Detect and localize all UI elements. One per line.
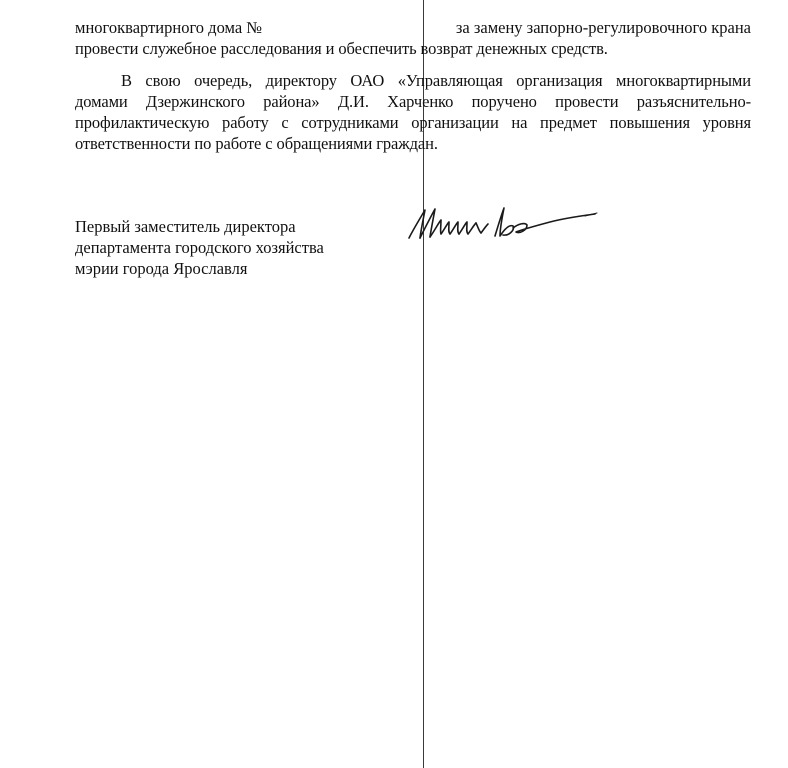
first-line-left-text: многоквартирного дома № bbox=[75, 18, 263, 37]
document-body bbox=[75, 38, 751, 154]
document-first-line bbox=[75, 17, 751, 38]
signatory-position-line-3: мэрии города Ярославля bbox=[75, 259, 248, 278]
handwritten-signature bbox=[405, 200, 600, 250]
signatory-position-line-2: департамента городского хозяйства bbox=[75, 238, 324, 257]
signatory-block bbox=[75, 216, 324, 279]
body-line-4: профилактическую работу с сотрудниками организации на предмет повышения уровня bbox=[75, 113, 751, 132]
signatory-position-line-1: Первый заместитель директора bbox=[75, 217, 296, 236]
first-line-right-text: за замену запорно-регулировочного крана bbox=[455, 18, 751, 37]
body-line-5: ответственности по работе с обращениями граждан. bbox=[75, 134, 438, 153]
body-line-2: В свою очередь, директору ОАО «Управляющая организация многоквартирными bbox=[121, 71, 751, 90]
body-line-3: домами Дзержинского района» Д.И. Харченко поручено провести разъяснительно- bbox=[75, 92, 751, 111]
body-line-1: провести служебное расследования и обеспечить возврат денежных средств. bbox=[75, 39, 608, 58]
